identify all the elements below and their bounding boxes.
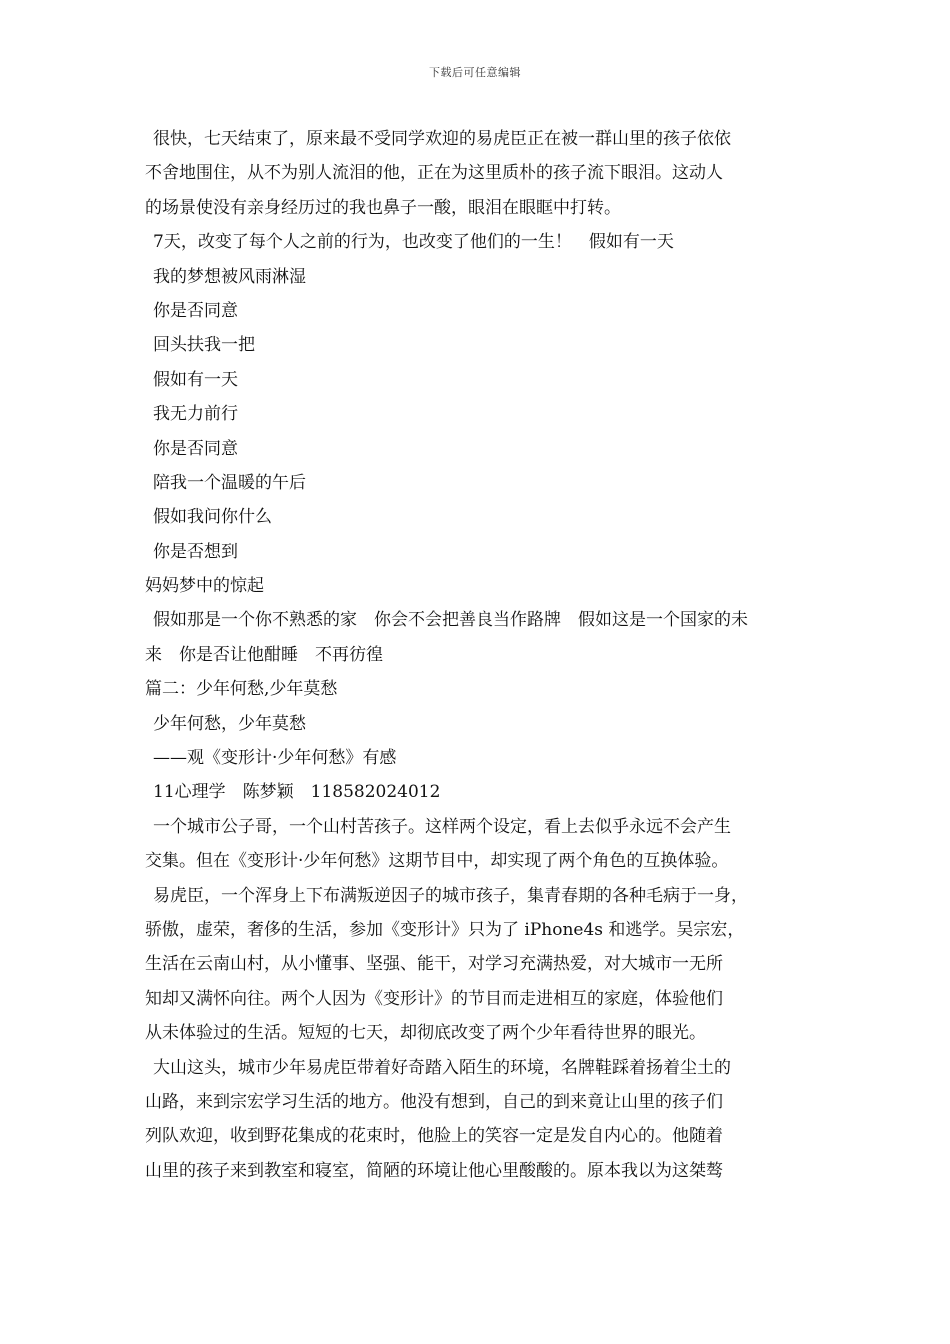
text-line: 很快，七天结束了，原来最不受同学欢迎的易虎臣正在被一群山里的孩子依依 [153,129,731,149]
text-line: 生活在云南山村，从小懂事、坚强、能干，对学习充满热爱，对大城市一无所 [145,954,723,975]
text-line: 不舍地围住，从不为别人流泪的他，正在为这里质朴的孩子流下眼泪。这动人 [145,163,723,184]
text-line: ——观《变形计·少年何愁》有感 [153,748,397,769]
text-line: 一个城市公子哥，一个山村苦孩子。这样两个设定，看上去似乎永远不会产生 [153,816,731,837]
text-line: 陪我一个温暖的午后 [153,472,306,493]
text-line: 假如有一天 [153,369,238,390]
text-line: 易虎臣，一个浑身上下布满叛逆因子的城市孩子，集青春期的各种毛病于一身， [153,885,748,906]
text-line: 我的梦想被风雨淋湿 [153,266,306,287]
text-line: 假如那是一个你不熟悉的家 你会不会把善良当作路牌 假如这是一个国家的未 [153,610,748,631]
text-line: 知却又满怀向往。两个人因为《变形计》的节目而走进相互的家庭，体验他们 [145,988,723,1009]
text-line: 山路，来到宗宏学习生活的地方。他没有想到，自己的到来竟让山里的孩子们 [145,1091,723,1112]
text-line: 的场景使没有亲身经历过的我也鼻子一酸，眼泪在眼眶中打转。 [145,197,621,218]
text-line: 回头扶我一把 [153,335,255,356]
text-line: 你是否同意 [153,438,238,459]
text-line: 交集。但在《变形计·少年何愁》这期节目中，却实现了两个角色的互换体验。 [145,851,729,872]
text-line: 我无力前行 [153,404,238,425]
document-body [145,122,825,1188]
text-line: 你是否同意 [153,300,238,321]
text-line: 妈妈梦中的惊起 [145,576,264,597]
text-line: 列队欢迎，收到野花集成的花束时，他脸上的笑容一定是发自内心的。他随着 [145,1126,723,1147]
text-line: 山里的孩子来到教室和寝室，简陋的环境让他心里酸酸的。原本我以为这桀骜 [145,1160,723,1181]
text-line: 骄傲，虚荣，奢侈的生活，参加《变形计》只为了 iPhone4s 和逃学。吴宗宏， [145,919,745,940]
text-line: 假如我问你什么 [153,507,272,528]
text-line: 从未体验过的生活。短短的七天，却彻底改变了两个少年看待世界的眼光。 [145,1023,706,1044]
text-line: 大山这头，城市少年易虎臣带着好奇踏入陌生的环境，名牌鞋踩着扬着尘土的 [153,1057,731,1078]
text-line: 7天，改变了每个人之前的行为，也改变了他们的一生！ 假如有一天 [153,232,674,253]
text-line: 你是否想到 [153,541,238,562]
text-line: 少年何愁，少年莫愁 [153,713,306,734]
text-line: 篇二：少年何愁,少年莫愁 [145,679,338,700]
text-line: 11心理学 陈梦颖 118582024012 [153,782,441,803]
text-line: 来 你是否让他酣睡 不再彷徨 [145,644,383,665]
page-header: 下载后可任意编辑 [429,66,521,79]
